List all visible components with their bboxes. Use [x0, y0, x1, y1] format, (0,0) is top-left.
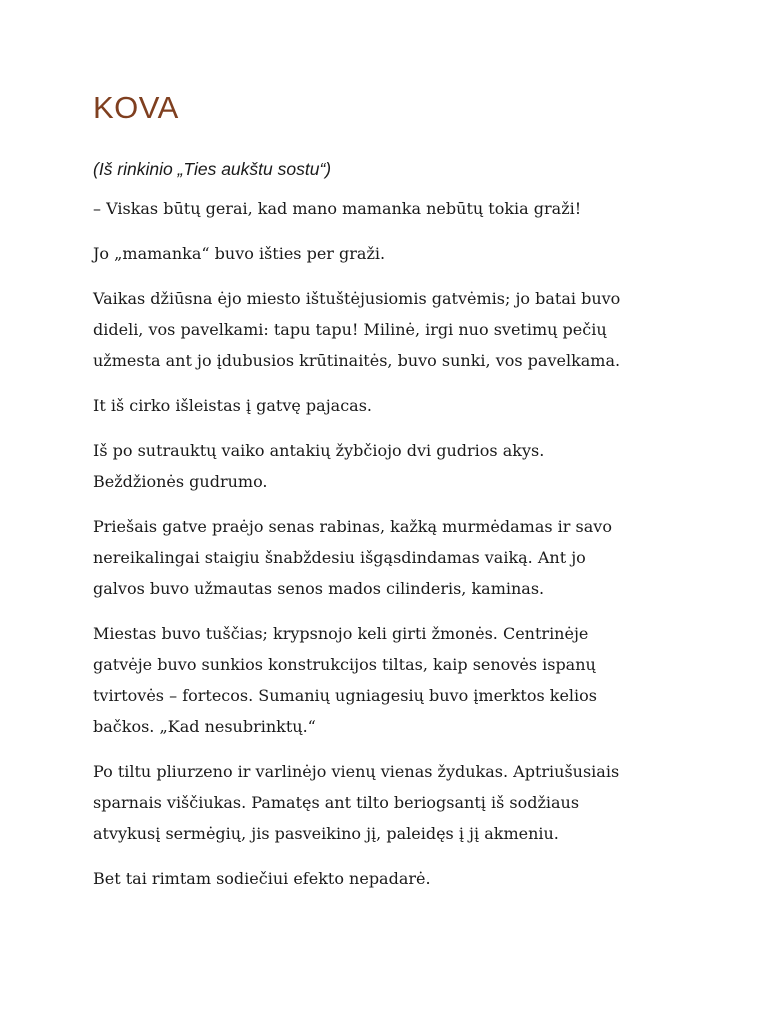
text-line: Bet tai rimtam sodiečiui efekto nepadarė. — [93, 869, 431, 888]
text-line: tvirtovės – fortecos. Sumanių ugniagesių buvo įmerktos kelios — [93, 686, 597, 705]
text-line: Priešais gatve praėjo senas rabinas, kažką murmėdamas ir savo — [93, 517, 612, 536]
text-line: gatvėje buvo sunkios konstrukcijos tiltas, kaip senovės ispanų — [93, 655, 596, 674]
text-line: bačkos. „Kad nesubrinktų.“ — [93, 717, 316, 736]
text-line: Miestas buvo tuščias; krypsnojo keli girti žmonės. Centrinėje — [93, 624, 589, 643]
paragraph — [93, 618, 693, 742]
paragraph — [93, 863, 693, 894]
text-line: Jo „mamanka“ buvo išties per graži. — [93, 244, 386, 263]
body-text — [93, 193, 693, 908]
paragraph — [93, 193, 693, 224]
paragraph — [93, 435, 693, 497]
text-line: nereikalingai staigiu šnabždesiu išgąsdindamas vaiką. Ant jo — [93, 548, 586, 567]
text-line: atvykusį sermėgių, jis pasveikino jį, paleidęs į jį akmeniu. — [93, 824, 559, 843]
paragraph — [93, 283, 693, 376]
paragraph — [93, 238, 693, 269]
paragraph — [93, 756, 693, 849]
text-line: užmesta ant jo įdubusios krūtinaitės, buvo sunki, vos pavelkama. — [93, 351, 621, 370]
subtitle: (Iš rinkinio „Ties aukštu sostu“) — [93, 159, 332, 179]
text-line: galvos buvo užmautas senos mados cilinderis, kaminas. — [93, 579, 545, 598]
paragraph — [93, 390, 693, 421]
text-line: dideli, vos pavelkami: tapu tapu! Milinė, irgi nuo svetimų pečių — [93, 320, 607, 339]
paragraph — [93, 511, 693, 604]
text-line: Beždžionės gudrumo. — [93, 472, 268, 491]
text-line: It iš cirko išleistas į gatvę pajacas. — [93, 396, 372, 415]
text-line: Vaikas džiūsna ėjo miesto ištuštėjusiomis gatvėmis; jo batai buvo — [93, 289, 621, 308]
text-line: Po tiltu pliurzeno ir varlinėjo vienų vienas žydukas. Aptriušusiais — [93, 762, 620, 781]
text-line: Iš po sutrauktų vaiko antakių žybčiojo dvi gudrios akys. — [93, 441, 545, 460]
text-line: sparnais viščiukas. Pamatęs ant tilto beriogsantį iš sodžiaus — [93, 793, 580, 812]
page-title: KOVA — [93, 90, 179, 125]
text-line: – Viskas būtų gerai, kad mano mamanka nebūtų tokia graži! — [93, 199, 582, 218]
